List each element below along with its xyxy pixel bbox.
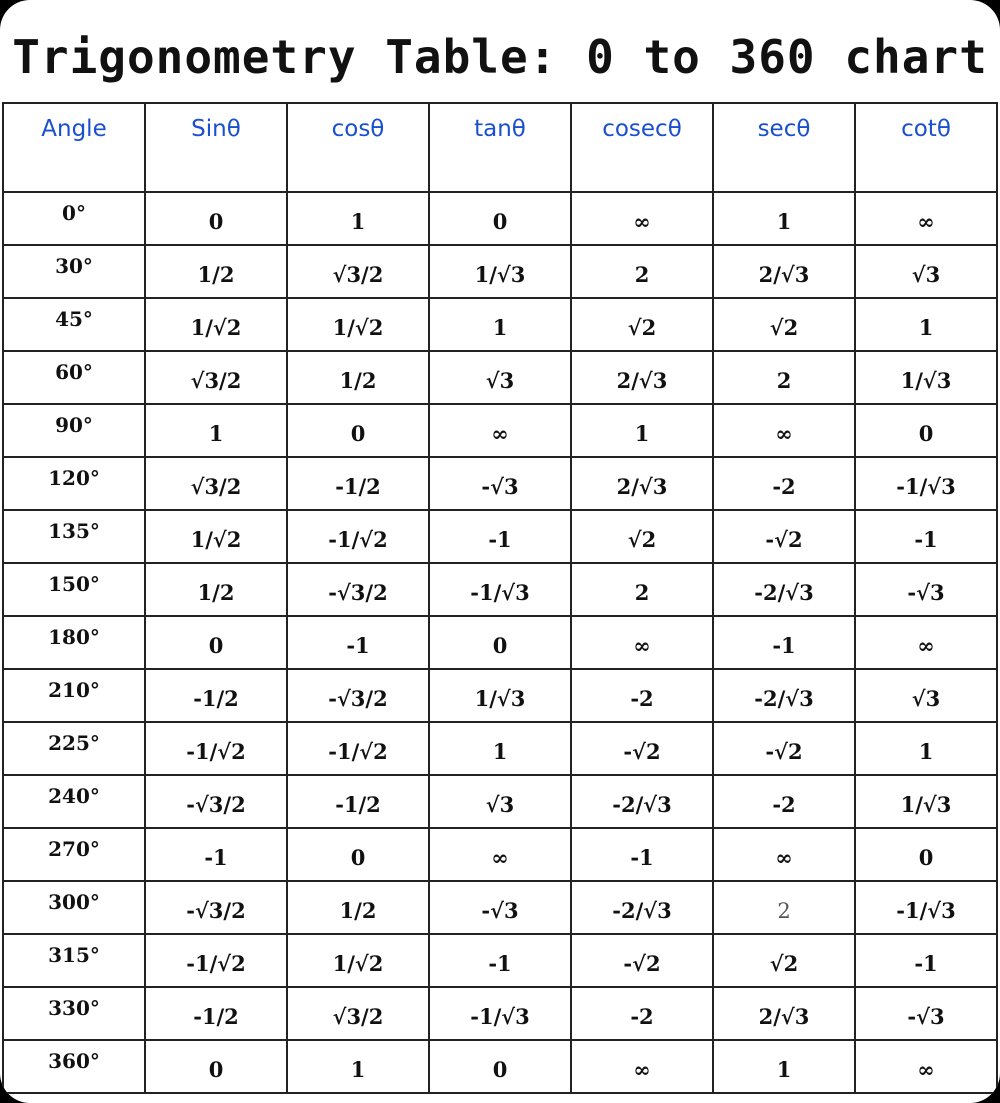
tan-cell: √3	[429, 775, 571, 828]
angle-cell: 210°	[3, 669, 145, 722]
cot-cell: -1/√3	[855, 881, 997, 934]
tan-cell: 0	[429, 616, 571, 669]
sec-cell: 2	[713, 881, 855, 934]
tan-cell: 1	[429, 722, 571, 775]
sec-cell: √2	[713, 934, 855, 987]
sec-cell: ∞	[713, 404, 855, 457]
angle-cell: 315°	[3, 934, 145, 987]
table-row	[3, 192, 997, 245]
sin-cell: 0	[145, 192, 287, 245]
angle-cell: 120°	[3, 457, 145, 510]
table-row	[3, 934, 997, 987]
sec-cell: -√2	[713, 722, 855, 775]
cot-cell: ∞	[855, 1040, 997, 1093]
column-header-cosec: cosecθ	[571, 103, 713, 192]
cot-cell: 1	[855, 722, 997, 775]
column-header-cos: cosθ	[287, 103, 429, 192]
tan-cell: 0	[429, 192, 571, 245]
cot-cell: ∞	[855, 616, 997, 669]
cot-cell: -1	[855, 510, 997, 563]
angle-cell: 45°	[3, 298, 145, 351]
table-row	[3, 563, 997, 616]
sec-cell: -2/√3	[713, 563, 855, 616]
tan-cell: ∞	[429, 828, 571, 881]
cosec-cell: -2	[571, 987, 713, 1040]
tan-cell: -1/√3	[429, 987, 571, 1040]
angle-cell: 135°	[3, 510, 145, 563]
cosec-cell: ∞	[571, 192, 713, 245]
table-body	[3, 192, 997, 1093]
sec-cell: 2	[713, 351, 855, 404]
tan-cell: 1/√3	[429, 669, 571, 722]
sin-cell: 1/√2	[145, 298, 287, 351]
angle-cell: 0°	[3, 192, 145, 245]
sec-cell: -2/√3	[713, 669, 855, 722]
cos-cell: -1/2	[287, 457, 429, 510]
cot-cell: 1/√3	[855, 775, 997, 828]
tan-cell: -1	[429, 510, 571, 563]
sin-cell: -1/√2	[145, 722, 287, 775]
column-header-sec: secθ	[713, 103, 855, 192]
table-row	[3, 669, 997, 722]
cosec-cell: 2/√3	[571, 351, 713, 404]
sin-cell: -1	[145, 828, 287, 881]
angle-cell: 150°	[3, 563, 145, 616]
angle-cell: 60°	[3, 351, 145, 404]
trig-table	[2, 102, 998, 1094]
cos-cell: 0	[287, 404, 429, 457]
angle-cell: 360°	[3, 1040, 145, 1093]
cosec-cell: ∞	[571, 616, 713, 669]
sec-cell: 1	[713, 1040, 855, 1093]
cos-cell: -1/2	[287, 775, 429, 828]
sec-cell: √2	[713, 298, 855, 351]
cot-cell: 1	[855, 298, 997, 351]
cot-cell: 0	[855, 828, 997, 881]
cot-cell: ∞	[855, 192, 997, 245]
cos-cell: 1/√2	[287, 934, 429, 987]
sin-cell: 1/2	[145, 245, 287, 298]
cosec-cell: -1	[571, 828, 713, 881]
tan-cell: √3	[429, 351, 571, 404]
cos-cell: -1	[287, 616, 429, 669]
cos-cell: 0	[287, 828, 429, 881]
cot-cell: -1/√3	[855, 457, 997, 510]
sin-cell: 1	[145, 404, 287, 457]
sin-cell: 1/2	[145, 563, 287, 616]
cosec-cell: ∞	[571, 1040, 713, 1093]
sec-cell: -2	[713, 775, 855, 828]
table-row	[3, 404, 997, 457]
cot-cell: -√3	[855, 563, 997, 616]
table-row	[3, 457, 997, 510]
cosec-cell: -2/√3	[571, 775, 713, 828]
sec-cell: -2	[713, 457, 855, 510]
cot-cell: √3	[855, 245, 997, 298]
cos-cell: -1/√2	[287, 722, 429, 775]
sin-cell: -1/√2	[145, 934, 287, 987]
cosec-cell: 2	[571, 245, 713, 298]
sec-cell: 1	[713, 192, 855, 245]
cosec-cell: -√2	[571, 722, 713, 775]
sin-cell: -√3/2	[145, 881, 287, 934]
tan-cell: 0	[429, 1040, 571, 1093]
tan-cell: -√3	[429, 881, 571, 934]
cosec-cell: 2	[571, 563, 713, 616]
sec-cell: -1	[713, 616, 855, 669]
sin-cell: √3/2	[145, 351, 287, 404]
page-title: Trigonometry Table: 0 to 360 chart	[12, 30, 988, 84]
sec-cell: ∞	[713, 828, 855, 881]
cos-cell: √3/2	[287, 245, 429, 298]
cos-cell: √3/2	[287, 987, 429, 1040]
sin-cell: 0	[145, 1040, 287, 1093]
cosec-cell: -√2	[571, 934, 713, 987]
cos-cell: -√3/2	[287, 563, 429, 616]
tan-cell: -√3	[429, 457, 571, 510]
angle-cell: 300°	[3, 881, 145, 934]
sin-cell: 1/√2	[145, 510, 287, 563]
tan-cell: 1/√3	[429, 245, 571, 298]
cos-cell: -1/√2	[287, 510, 429, 563]
cosec-cell: -2	[571, 669, 713, 722]
table-row	[3, 987, 997, 1040]
cos-cell: 1	[287, 1040, 429, 1093]
cosec-cell: 2/√3	[571, 457, 713, 510]
sin-cell: -1/2	[145, 987, 287, 1040]
cos-cell: 1	[287, 192, 429, 245]
sin-cell: -1/2	[145, 669, 287, 722]
angle-cell: 270°	[3, 828, 145, 881]
sec-cell: 2/√3	[713, 245, 855, 298]
column-header-tan: tanθ	[429, 103, 571, 192]
table-row	[3, 616, 997, 669]
sin-cell: -√3/2	[145, 775, 287, 828]
table-row	[3, 298, 997, 351]
sec-cell: -√2	[713, 510, 855, 563]
cot-cell: 0	[855, 404, 997, 457]
sec-cell: 2/√3	[713, 987, 855, 1040]
angle-cell: 240°	[3, 775, 145, 828]
angle-cell: 30°	[3, 245, 145, 298]
cosec-cell: √2	[571, 510, 713, 563]
cot-cell: -1	[855, 934, 997, 987]
angle-cell: 330°	[3, 987, 145, 1040]
angle-cell: 225°	[3, 722, 145, 775]
table-row	[3, 351, 997, 404]
cot-cell: -√3	[855, 987, 997, 1040]
cosec-cell: √2	[571, 298, 713, 351]
table-row	[3, 828, 997, 881]
table-row	[3, 881, 997, 934]
table-header-row	[3, 103, 997, 192]
table-row	[3, 245, 997, 298]
cos-cell: 1/√2	[287, 298, 429, 351]
cos-cell: 1/2	[287, 351, 429, 404]
cot-cell: √3	[855, 669, 997, 722]
angle-cell: 180°	[3, 616, 145, 669]
column-header-angle: Angle	[3, 103, 145, 192]
angle-cell: 90°	[3, 404, 145, 457]
table-row	[3, 775, 997, 828]
tan-cell: ∞	[429, 404, 571, 457]
cos-cell: 1/2	[287, 881, 429, 934]
sin-cell: √3/2	[145, 457, 287, 510]
table-row	[3, 510, 997, 563]
table-row	[3, 1040, 997, 1093]
tan-cell: -1	[429, 934, 571, 987]
column-header-sin: Sinθ	[145, 103, 287, 192]
cot-cell: 1/√3	[855, 351, 997, 404]
tan-cell: -1/√3	[429, 563, 571, 616]
column-header-cot: cotθ	[855, 103, 997, 192]
tan-cell: 1	[429, 298, 571, 351]
cos-cell: -√3/2	[287, 669, 429, 722]
cosec-cell: 1	[571, 404, 713, 457]
cosec-cell: -2/√3	[571, 881, 713, 934]
sin-cell: 0	[145, 616, 287, 669]
table-row	[3, 722, 997, 775]
